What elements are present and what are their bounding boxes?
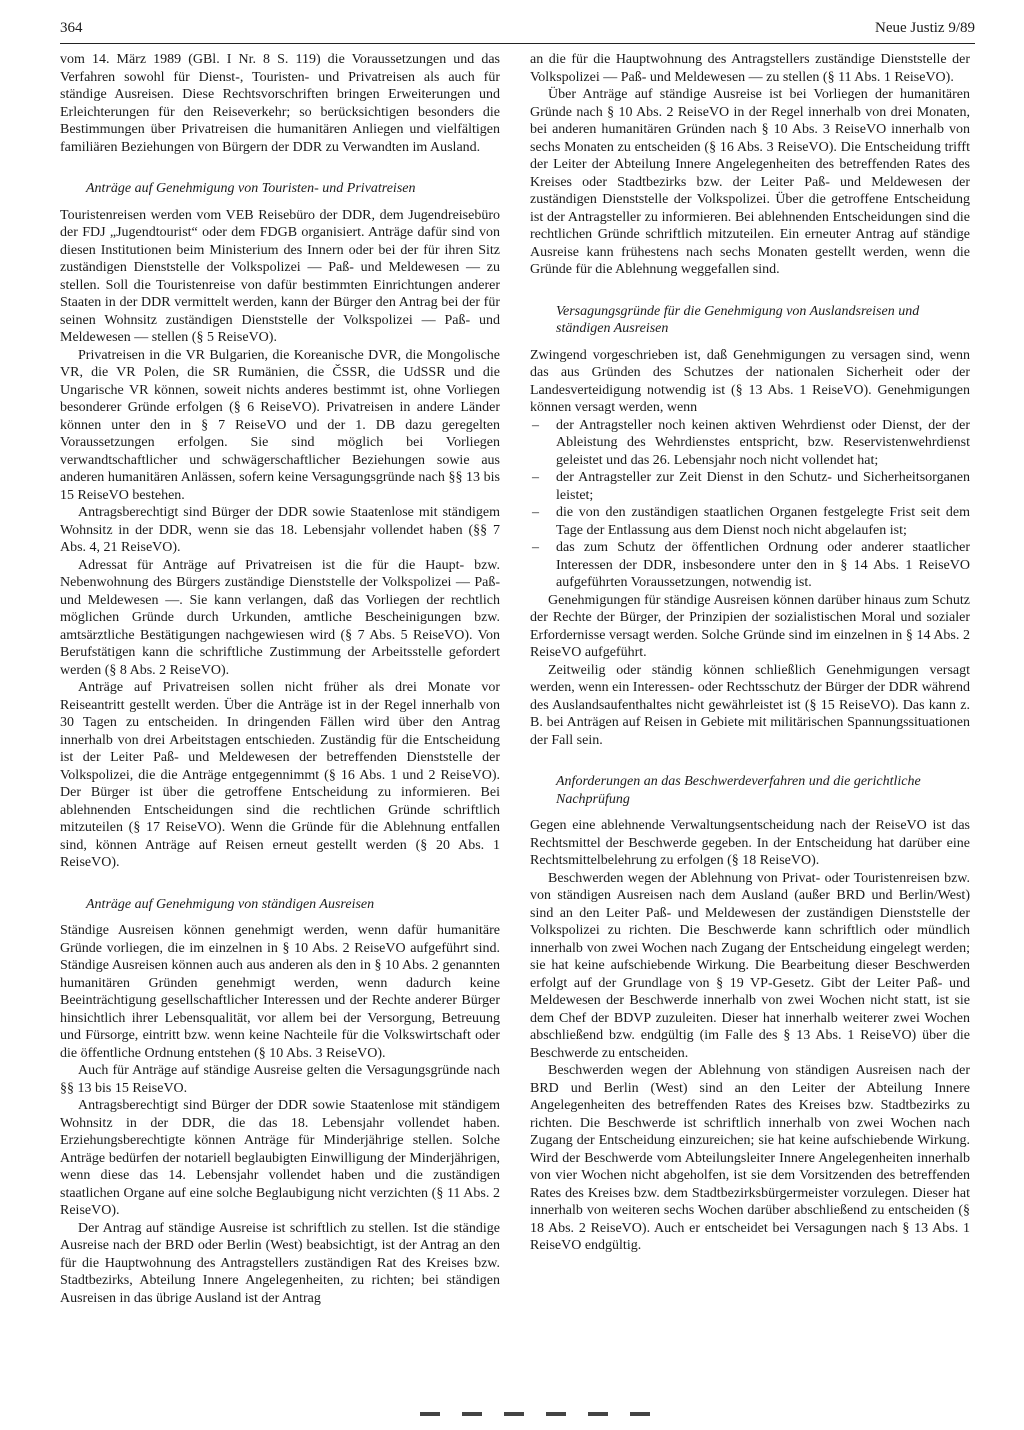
page-header bbox=[60, 20, 975, 44]
section-heading: Anforderungen an das Beschwerdeverfahren und die gerichtliche Nachprüfung bbox=[556, 774, 921, 807]
paragraph: Adressat für Anträge auf Privatreisen ist die für die Haupt- bzw. Nebenwohnung des Bürgers zuständige Dienststelle der Volkspolizei — Paß- und Meldewesen —. Sie kann verlangen, daß das Vorliegen der rechtlich möglichen Gründe durch Urkunden, amtliche Bescheinigungen bzw. amtsärztliche Bestätigungen nachgewiesen wird (§ 7 Abs. 5 ReiseVO). Von Berufstätigen kann die schriftliche Zustimmung der Arbeitsstelle gefordert werden (§ 8 Abs. 2 ReiseVO). bbox=[60, 557, 500, 678]
paragraph: Privatreisen in die VR Bulgarien, die Koreanische DVR, die Mongolische VR, die VR Polen, die SR Rumänien, die ČSSR, die UdSSR und die Ungarische VR können, soweit nichts anderes bestimmt ist, ohne Vorliegen besonderer Gründe erfolgen (§ 6 ReiseVO). Privatreisen in andere Länder können unter den in § 7 ReiseVO und der 1. DB dazu geregelten Voraussetzungen erfolgen. Sie sind möglich bei Vorliegen verwandtschaftlicher und schwägerschaftlicher Beziehungen sowie aus anderen humanitären Anlässen, sofern keine Versagungsgründe nach §§ 13 bis 15 ReiseVO bestehen. bbox=[60, 347, 500, 503]
edge-mark bbox=[546, 1412, 566, 1416]
paragraph: vom 14. März 1989 (GBl. I Nr. 8 S. 119) die Voraussetzungen und das Verfahren sowohl für Dienst-, Touristen- und Privatreisen als auch für ständige Ausreisen. Diese Rechtsvorschriften bringen Erweiterungen und Erleichterungen für den Reiseverkehr; so berücksichtigen besonders die Bestimmungen über Privatreisen die humanitären Anliegen und vielfältigen familiären Beziehungen von Bürgern der DDR zu Verwandten im Ausland. bbox=[60, 52, 500, 155]
scan-edge-marks bbox=[420, 1412, 720, 1422]
paragraph: Zwingend vorgeschrieben ist, daß Genehmigungen zu versagen sind, wenn das aus Gründen des Schutzes der nationalen Sicherheit oder der Landesverteidigung notwendig ist (§ 13 Abs. 1 ReiseVO). Genehmigungen können versagt werden, wenn bbox=[530, 347, 970, 415]
paragraph: Der Antrag auf ständige Ausreise ist schriftlich zu stellen. Ist die ständige Ausreise nach der BRD oder Berlin (West) beabsichtigt, ist der Antrag an den für die Hauptwohnung des Antragstellers zuständigen Rat des Kreises bzw. Stadtbezirks, Abteilung Innere Angelegenheiten, zu richten; bei ständigen Ausreisen in das übrige Ausland ist der Antrag bbox=[60, 1220, 500, 1306]
paragraph: Antragsberechtigt sind Bürger der DDR sowie Staatenlose mit ständigem Wohnsitz in der DDR, die das 18. Lebensjahr vollendet haben. Erziehungsberechtigte können Anträge für Minderjährige stellen. Solche Anträge bedürfen der notariell beglaubigten Einwilligung der Minderjährigen, wenn diese das 14. Lebensjahr vollendet haben und die zuständigen staatlichen Organe auf eine solche Beglaubigung nicht verzichten (§ 11 Abs. 2 ReiseVO). bbox=[60, 1098, 500, 1218]
paragraph: Gegen eine ablehnende Verwaltungsentscheidung nach der ReiseVO ist das Rechtsmittel der Beschwerde gegeben. In der Entscheidung hat darüber eine Rechtsmittelbelehrung zu erfolgen (§ 18 ReiseVO). bbox=[530, 818, 970, 868]
condition-list bbox=[530, 417, 970, 592]
header-rule bbox=[60, 43, 975, 44]
list-item: – die von den zuständigen staatlichen Organen festgelegte Frist seit dem Tage der Entlassung aus dem Dienst noch nicht abgelaufen ist; bbox=[530, 504, 970, 539]
paragraph: Antragsberechtigt sind Bürger der DDR sowie Staatenlose mit ständigem Wohnsitz in der DDR, wenn sie das 18. Lebensjahr vollendet haben (§§ 7 Abs. 4, 21 ReiseVO). bbox=[60, 505, 500, 555]
page-number: 364 bbox=[60, 20, 83, 36]
paragraph: Touristenreisen werden vom VEB Reisebüro der DDR, dem Jugendreisebüro der FDJ „Jugendtourist“ oder dem FDGB organisiert. Anträge dafür sind von diesen Institutionen beim Ministerium des Innern oder bei der für ihren Sitz zuständigen Dienststelle der Volkspolizei — Paß- und Meldewesen — zu stellen. Soll die Touristenreise von dafür bestimmten Einrichtungen anderer Staaten in der DDR vermittelt werden, kann der Bürger den Antrag bei der für seinen Wohnsitz zuständigen Dienststelle der Volkspolizei — Paß- und Meldewesen — stellen (§ 5 ReiseVO). bbox=[60, 207, 500, 345]
paragraph: Über Anträge auf ständige Ausreise ist bei Vorliegen der humanitären Gründe nach § 10 Abs. 2 ReiseVO in der Regel innerhalb von drei Monaten, bei anderen humanitären Gründen nach § 10 Abs. 3 ReiseVO innerhalb von sechs Monaten zu entscheiden (§ 16 Abs. 3 ReiseVO). Die Entscheidung trifft der Leiter der Abteilung Innere Angelegenheiten des betreffenden Rates des Kreises oder Stadtbezirks bzw. der Leiter Paß- und Meldewesen der zuständigen Dienststelle der Volkspolizei. Über die getroffene Entscheidung ist der Antragsteller zu informieren. Bei ablehnenden Entscheidungen sind die rechtlichen Gründe schriftlich mitzuteilen. Ein erneuter Antrag auf ständige Ausreise kann frühestens nach sechs Monaten gestellt werden, wenn die Gründe für die Ablehnung weggefallen sind. bbox=[530, 87, 970, 277]
paragraph: Genehmigungen für ständige Ausreisen können darüber hinaus zum Schutz der Rechte der Bürger, der Prinzipien der sozialistischen Moral und sozialer Erfordernisse versagt werden. Solche Gründe sind im einzelnen in § 14 Abs. 2 ReiseVO aufgeführt. bbox=[530, 592, 970, 660]
paragraph: Anträge auf Privatreisen sollen nicht früher als drei Monate vor Reiseantritt gestellt werden. Über die Anträge ist in der Regel innerhalb von 30 Tagen zu entscheiden. In dringenden Fällen wird über den Antrag innerhalb von drei Arbeitstagen entschieden. Zuständig für die Entscheidung ist der Leiter Paß- und Meldewesen der betreffenden Dienststelle der Volkspolizei, die die Anträge entgegennimmt (§ 16 Abs. 1 und 2 ReiseVO). Der Bürger ist über die getroffene Entscheidung zu informieren. Bei ablehnenden Entscheidungen sind die rechtlichen Gründe schriftlich mitzuteilen (§ 17 ReiseVO). Wenn die Gründe für die Ablehnung entfallen sind, können Anträge auf Reisen erneut gestellt werden (§ 20 Abs. 1 ReiseVO). bbox=[60, 680, 500, 870]
edge-mark bbox=[504, 1412, 524, 1416]
paragraph: Auch für Anträge auf ständige Ausreise gelten die Versagungsgründe nach §§ 13 bis 15 ReiseVO. bbox=[60, 1063, 500, 1096]
edge-mark bbox=[630, 1412, 650, 1416]
edge-mark bbox=[588, 1412, 608, 1416]
section-heading: Versagungsgründe für die Genehmigung von Auslandsreisen und ständigen Ausreisen bbox=[556, 303, 920, 336]
list-item: – das zum Schutz der öffentlichen Ordnung oder anderer staatlicher Interessen der DDR, insbesondere unter den in § 14 Abs. 1 ReiseVO aufgeführten Voraussetzungen, notwendig ist. bbox=[530, 539, 970, 592]
right-column bbox=[530, 51, 970, 1255]
left-column bbox=[60, 51, 500, 1307]
paragraph: Beschwerden wegen der Ablehnung von ständigen Ausreisen nach der BRD und Berlin (West) sind an den Leiter der Abteilung Innere Angelegenheiten des betreffenden Rates des Kreises bzw. Stadtbezirks zu richten. Die Beschwerde ist schriftlich innerhalb von zwei Wochen nach Zugang der Entscheidung einzureichen; sie hat keine aufschiebende Wirkung. Wird der Beschwerde vom Abteilungsleiter Innere Angelegenheiten innerhalb von vier Wochen nicht abgeholfen, ist sie dem Vorsitzenden des betreffenden Rates des Kreises bzw. dem Stadtbezirksbürgermeister vorzulegen. Dieser hat innerhalb von weiteren sechs Wochen darüber abschließend zu entscheiden (§ 18 Abs. 2 ReiseVO). Auch er entscheidet bei Versagungen nach § 13 Abs. 1 ReiseVO endgültig. bbox=[530, 1063, 970, 1253]
paragraph: an die für die Hauptwohnung des Antragstellers zuständige Dienststelle der Volkspolizei — Paß- und Meldewesen — zu stellen (§ 11 Abs. 1 ReiseVO). bbox=[530, 52, 970, 85]
journal-issue: Neue Justiz 9/89 bbox=[875, 20, 975, 36]
list-item: – der Antragsteller noch keinen aktiven Wehrdienst oder Dienst, der der Ableistung des Wehrdienstes entspricht, bzw. Reservistenwehrdienst geleistet und das 26. Lebensjahr noch nicht vollendet hat; bbox=[530, 417, 970, 470]
paragraph: Ständige Ausreisen können genehmigt werden, wenn dafür humanitäre Gründe vorliegen, die im einzelnen in § 10 Abs. 2 ReiseVO aufgeführt sind. Ständige Ausreisen können auch aus anderen als den in § 10 Abs. 2 genannten humanitären Gründen genehmigt werden, wenn dadurch keine Beeinträchtigung gesellschaftlicher Interessen und der Rechte anderer Bürger hinsichtlich ihrer Lebensqualität, vor allem bei der Versorgung, Betreuung und Fürsorge, eintritt bzw. wenn keine Nachteile für die Volkswirtschaft oder die öffentliche Ordnung entstehen (§ 10 Abs. 3 ReiseVO). bbox=[60, 923, 500, 1061]
list-item: – der Antragsteller zur Zeit Dienst in den Schutz- und Sicherheitsorganen leistet; bbox=[530, 469, 970, 504]
paragraph: Beschwerden wegen der Ablehnung von Privat- oder Touristenreisen bzw. von ständigen Ausreisen nach dem Ausland (außer BRD und Berlin/West) sind an den Leiter Paß- und Meldewesen der zuständigen Dienststelle der Volkspolizei zu richten. Die Beschwerde kann schriftlich oder mündlich innerhalb von zwei Wochen nach Zugang der Entscheidung eingelegt werden; sie hat keine aufschiebende Wirkung. Die Bearbeitung dieser Beschwerden erfolgt auf der Grundlage von § 19 VP-Gesetz. Gibt der Leiter Paß- und Meldewesen der Beschwerde innerhalb von zwei Wochen nicht statt, ist sie dem Chef der BDVP zuzuleiten. Dieser hat innerhalb weiterer zwei Wochen abschließend bzw. endgültig (im Falle des § 13 Abs. 1 ReiseVO) über die Beschwerde zu entscheiden. bbox=[530, 870, 970, 1061]
section-heading: Anträge auf Genehmigung von Touristen- und Privatreisen bbox=[86, 181, 416, 196]
paragraph: Zeitweilig oder ständig können schließlich Genehmigungen versagt werden, wenn ein Interessen- oder Rechtsschutz der Bürger der DDR während des Auslandsaufenthaltes nicht gewährleistet ist (§ 15 ReiseVO). Das kann z. B. bei Anträgen auf Reisen in Gebiete mit militärischen Spannungssituationen der Fall sein. bbox=[530, 662, 970, 748]
edge-mark bbox=[420, 1412, 440, 1416]
edge-mark bbox=[462, 1412, 482, 1416]
section-heading: Anträge auf Genehmigung von ständigen Ausreisen bbox=[86, 896, 375, 912]
